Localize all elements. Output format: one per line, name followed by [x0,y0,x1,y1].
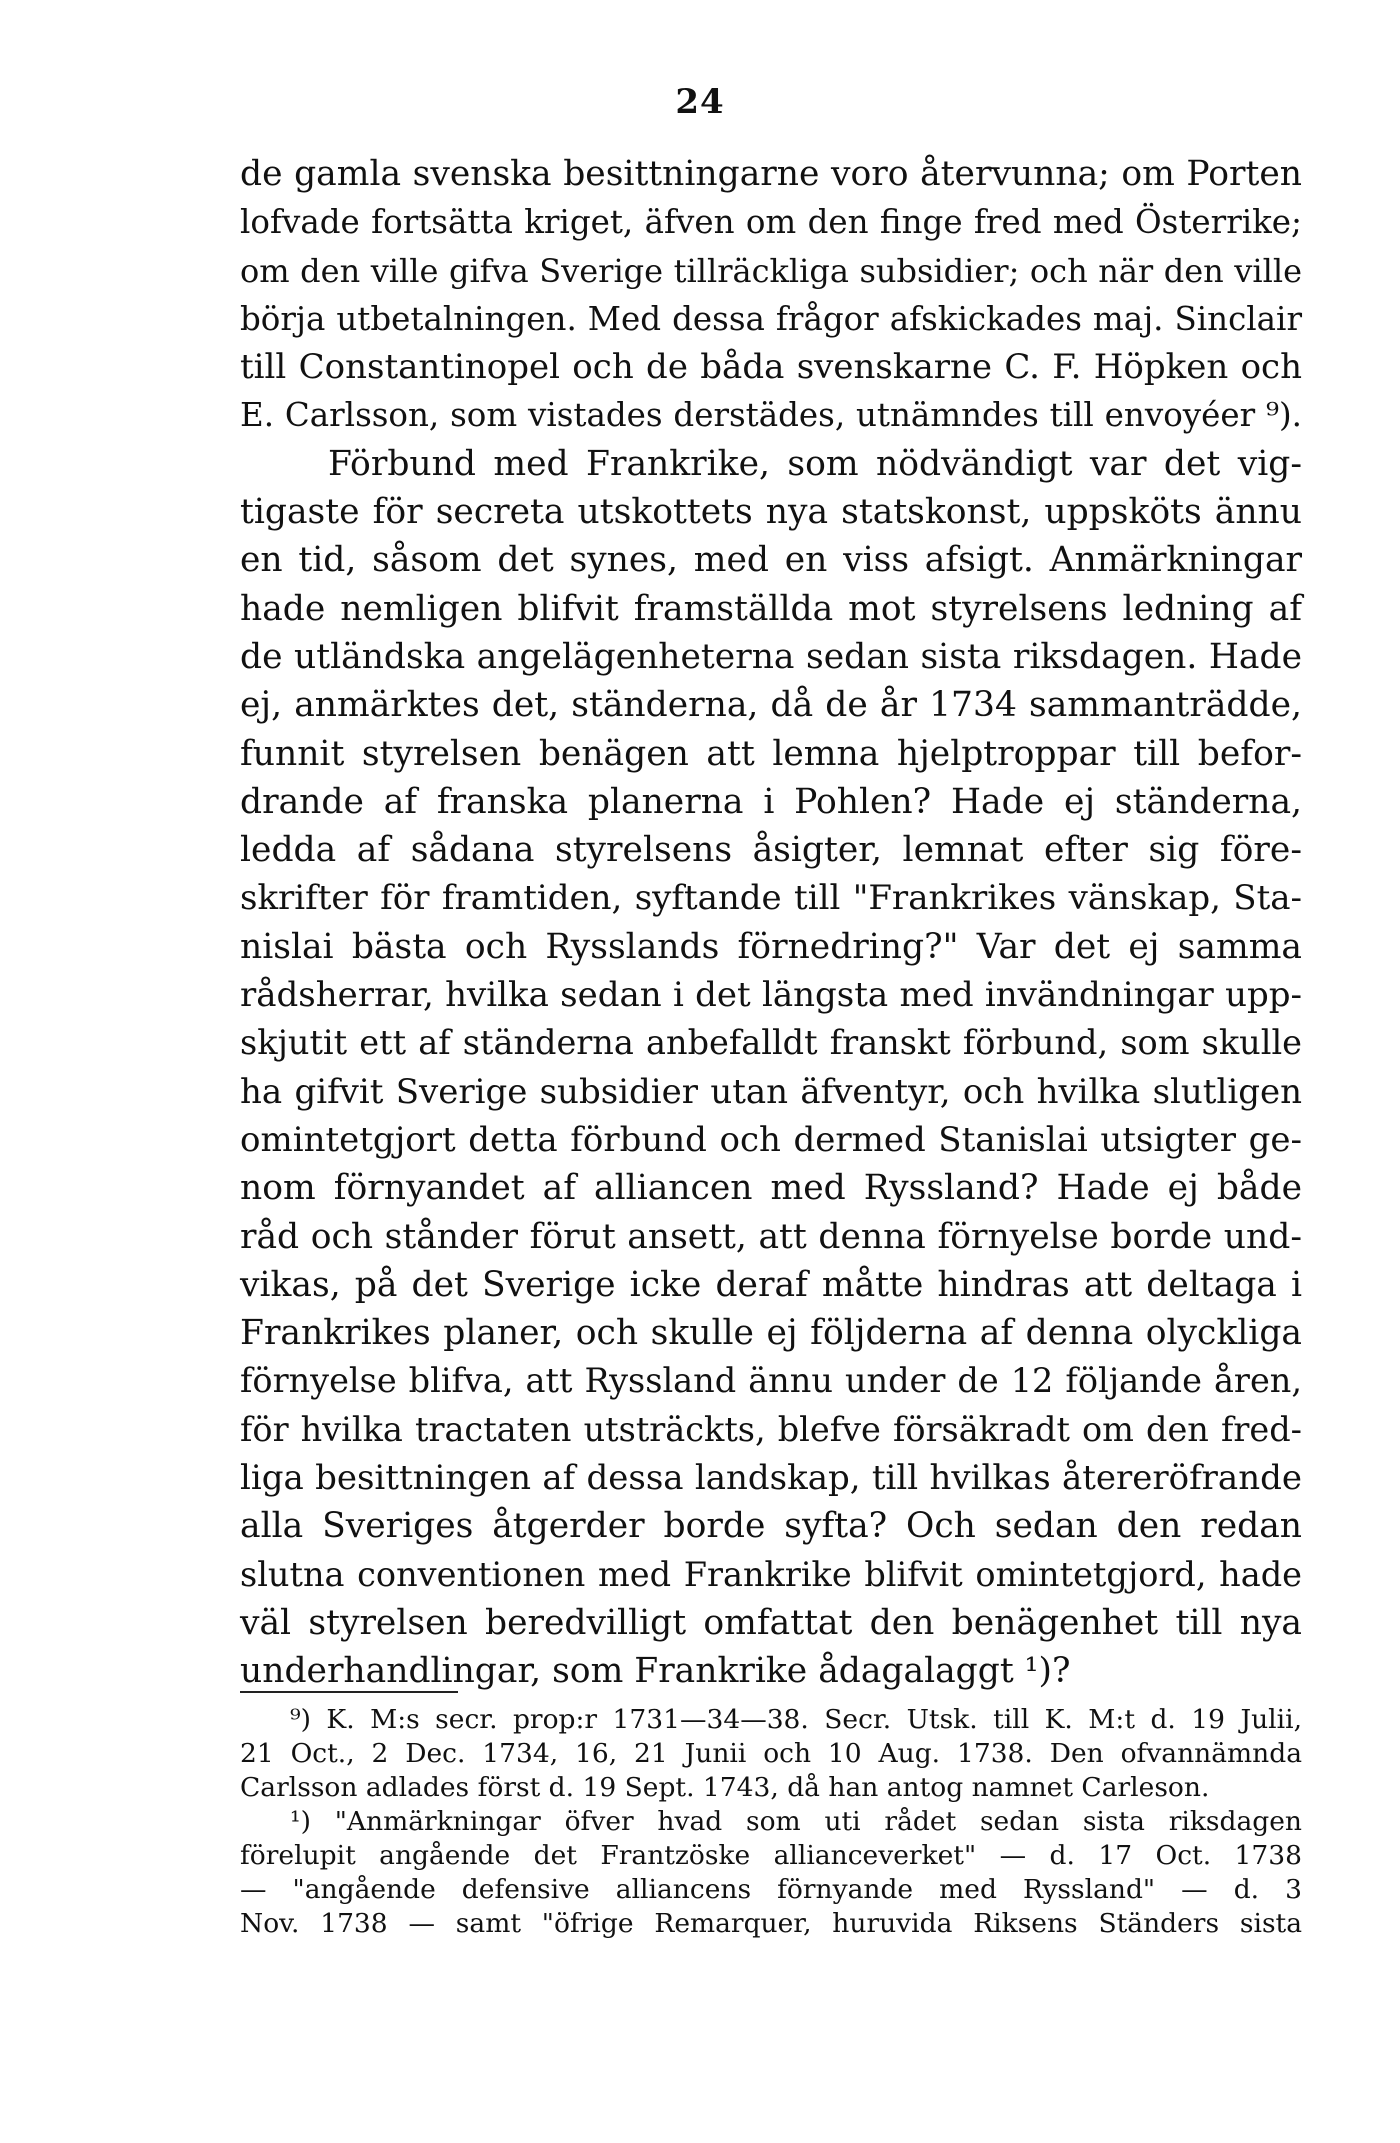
footnote-divider [240,1691,458,1693]
body-line: Förbund med Frankrike, som nödvändigt var det vig- [328,443,1302,484]
body-line: skjutit ett af ständerna anbefalldt franskt förbund, som skulle [240,1023,1302,1063]
body-line: liga besittningen af dessa landskap, till hvilkas återeröfrande [240,1458,1302,1499]
footnote-line: ¹) "Anmärkningar öfver hvad som uti rådet sedan sista riksdagen [290,1806,1302,1837]
body-line: tigaste för secreta utskottets nya statskonst, uppsköts ännu [240,492,1302,533]
footnote-line: förelupit angående det Frantzöske allianceverket" — d. 17 Oct. 1738 [240,1840,1302,1871]
body-line: drande af franska planerna i Pohlen? Hade ej ständerna, [240,781,1302,822]
body-line: nislai bästa och Rysslands förnedring?" Var det ej samma [240,926,1302,967]
body-line: förnyelse blifva, att Ryssland ännu under de 12 följande åren, [240,1361,1302,1401]
body-line: underhandlingar, som Frankrike ådagalaggt ¹)? [240,1651,1071,1692]
page-number: 24 [675,82,725,122]
body-line: de utländska angelägenheterna sedan sista riksdagen. Hade [240,636,1302,677]
body-line: skrifter för framtiden, syftande till "Frankrikes vänskap, Sta- [240,878,1302,919]
footnote-line: Carlsson adlades först d. 19 Sept. 1743, då han antog namnet Carleson. [240,1772,1210,1803]
body-line: för hvilka tractaten utsträckts, blefve försäkradt om den fred- [240,1409,1302,1449]
body-line: omintetgjort detta förbund och dermed Stanislai utsigter ge- [240,1119,1302,1160]
body-line: till Constantinopel och de båda svenskarne C. F. Höpken och [240,347,1302,388]
body-line: nom förnyandet af alliancen med Ryssland? Hade ej både [240,1168,1302,1209]
body-line: ledda af sådana styrelsens åsigter, lemnat efter sig före- [240,830,1302,871]
footnote-line: ⁹) K. M:s secr. prop:r 1731—34—38. Secr. Utsk. till K. M:t d. 19 Julii, [290,1704,1302,1735]
body-line: en tid, såsom det synes, med en viss afsigt. Anmärkningar [240,540,1302,581]
body-line: vikas, på det Sverige icke deraf måtte hindras att deltaga i [240,1264,1302,1305]
body-text [240,150,1302,1696]
body-line: börja utbetalningen. Med dessa frågor afskickades maj. Sinclair [240,299,1302,338]
body-line: hade nemligen blifvit framställda mot styrelsens ledning af [240,588,1302,629]
footnote-line: 21 Oct., 2 Dec. 1734, 16, 21 Junii och 10 Aug. 1738. Den ofvannämnda [240,1738,1302,1769]
body-line: slutna conventionen med Frankrike blifvit omintetgjord, hade [240,1554,1302,1594]
body-line: funnit styrelsen benägen att lemna hjelptroppar till befor- [240,733,1302,774]
body-line: om den ville gifva Sverige tillräckliga subsidier; och när den ville [240,251,1302,290]
body-line: väl styrelsen beredvilligt omfattat den benägenhet till nya [240,1602,1302,1643]
body-line: lofvade fortsätta kriget, äfven om den finge fred med Österrike; [240,203,1302,242]
body-line: alla Sveriges åtgerder borde syfta? Och sedan den redan [240,1506,1302,1547]
footnotes [240,1703,1302,1941]
body-line: ej, anmärktes det, ständerna, då de år 1734 sammanträdde, [240,685,1302,726]
footnote-line: Nov. 1738 — samt "öfrige Remarquer, huruvida Riksens Ständers sista [240,1908,1302,1939]
body-line: E. Carlsson, som vistades derstädes, utnämndes till envoyéer ⁹). [240,396,1302,435]
body-line: de gamla svenska besittningarne voro återvunna; om Porten [240,154,1302,194]
body-line: ha gifvit Sverige subsidier utan äfventyr, och hvilka slutligen [240,1071,1302,1112]
body-line: Frankrikes planer, och skulle ej följderna af denna olyckliga [240,1313,1302,1354]
footnote-line: — "angående defensive alliancens förnyande med Ryssland" — d. 3 [240,1874,1302,1905]
body-line: rådsherrar, hvilka sedan i det längsta med invändningar upp- [240,975,1302,1016]
body-line: råd och stånder förut ansett, att denna förnyelse borde und- [240,1216,1302,1257]
